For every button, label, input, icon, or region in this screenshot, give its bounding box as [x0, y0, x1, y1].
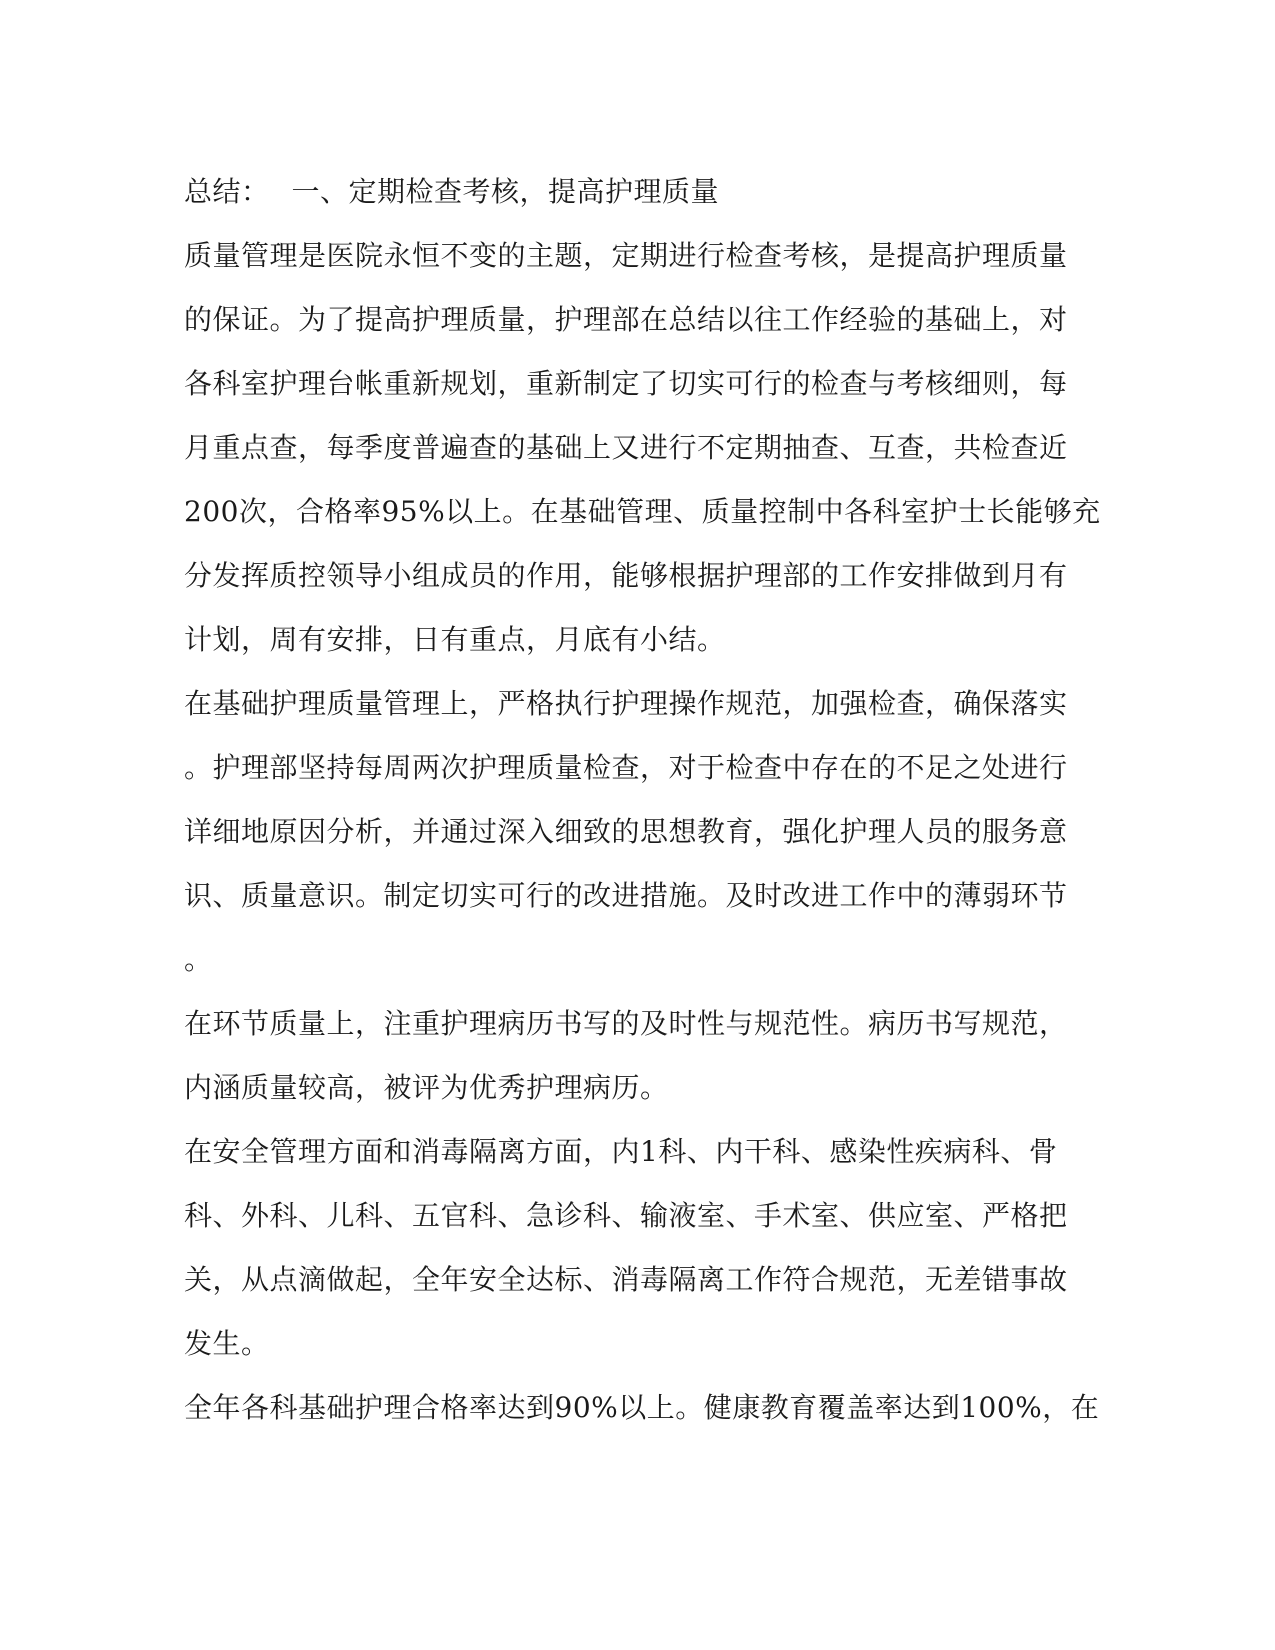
document-body — [184, 168, 1104, 1448]
text-line: 。护理部坚持每周两次护理质量检查，对于检查中存在的不足之处进行 — [184, 751, 1068, 784]
text-line: 详细地原因分析，并通过深入细致的思想教育，强化护理人员的服务意 — [184, 815, 1068, 848]
text-line: 。 — [184, 943, 213, 976]
text-line: 各科室护理台帐重新规划，重新制定了切实可行的检查与考核细则，每 — [184, 367, 1068, 400]
heading-prefix: 总结： — [184, 175, 270, 208]
text-line: 质量管理是医院永恒不变的主题，定期进行检查考核，是提高护理质量 — [184, 239, 1068, 272]
text-line: 内涵质量较高，被评为优秀护理病历。 — [184, 1071, 669, 1104]
text-line: 在安全管理方面和消毒隔离方面，内1科、内干科、感染性疾病科、骨 — [184, 1135, 1058, 1168]
text-line: 发生。 — [184, 1327, 270, 1360]
text-line: 在环节质量上，注重护理病历书写的及时性与规范性。病历书写规范， — [184, 1007, 1068, 1040]
heading-title: 一、定期检查考核，提高护理质量 — [291, 175, 720, 208]
text-line: 关，从点滴做起，全年安全达标、消毒隔离工作符合规范，无差错事故 — [184, 1263, 1068, 1296]
section-heading — [184, 168, 1104, 232]
text-line: 全年各科基础护理合格率达到90%以上。健康教育覆盖率达到100%，在 — [184, 1391, 1100, 1424]
text-line: 的保证。为了提高护理质量，护理部在总结以往工作经验的基础上，对 — [184, 303, 1068, 336]
text-line: 200次，合格率95%以上。在基础管理、质量控制中各科室护士长能够充 — [184, 495, 1101, 528]
text-line: 识、质量意识。制定切实可行的改进措施。及时改进工作中的薄弱环节 — [184, 879, 1068, 912]
text-line: 分发挥质控领导小组成员的作用，能够根据护理部的工作安排做到月有 — [184, 559, 1068, 592]
text-line: 在基础护理质量管理上，严格执行护理操作规范，加强检查，确保落实 — [184, 687, 1068, 720]
text-line: 计划，周有安排，日有重点，月底有小结。 — [184, 623, 726, 656]
text-line: 月重点查，每季度普遍查的基础上又进行不定期抽查、互查，共检查近 — [184, 431, 1068, 464]
text-line: 科、外科、儿科、五官科、急诊科、输液室、手术室、供应室、严格把 — [184, 1199, 1068, 1232]
